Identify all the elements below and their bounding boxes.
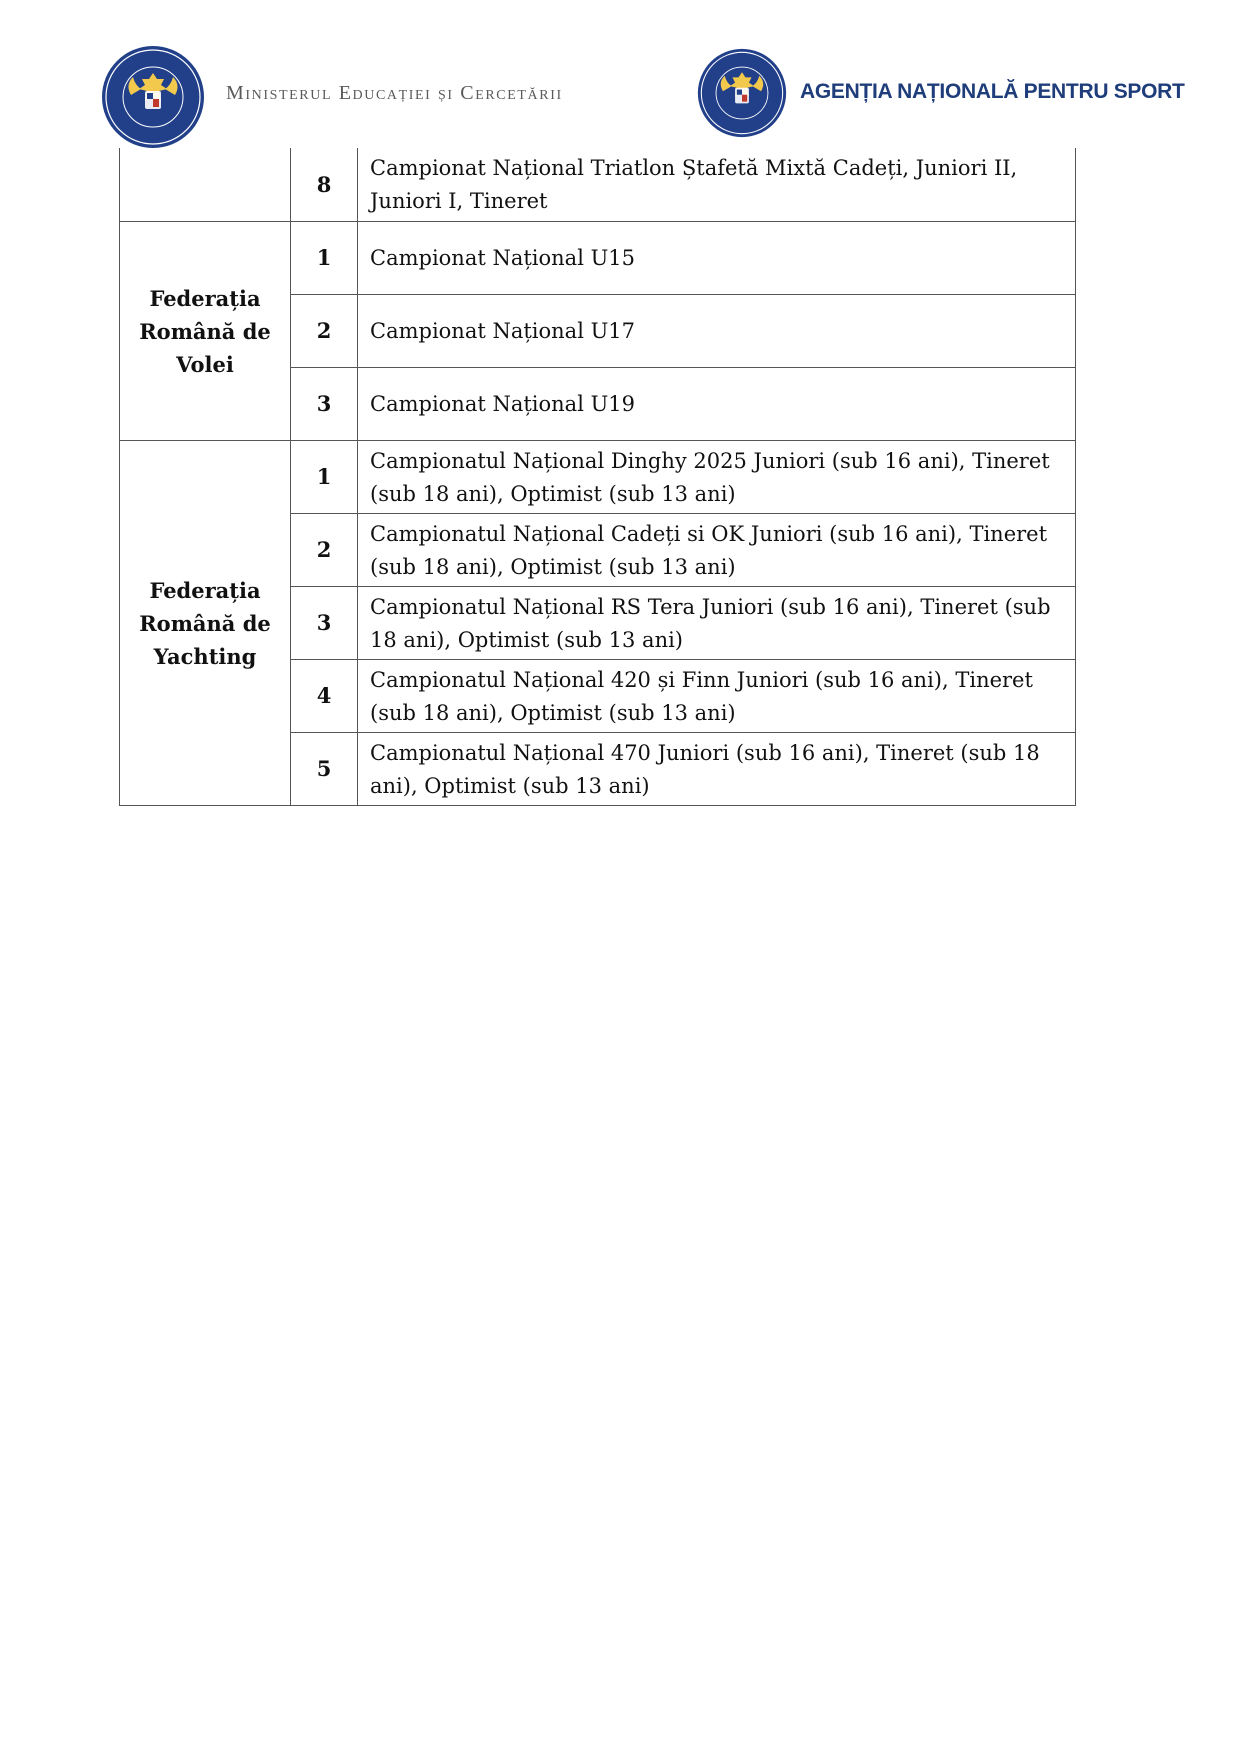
- event-name: Campionatul Național RS Tera Juniori (sub 16 ani), Tineret (sub 18 ani), Optimist (sub 13 ani): [358, 586, 1076, 659]
- event-number: 2: [291, 294, 358, 367]
- event-number: 5: [291, 732, 358, 805]
- event-name: Campionatul Național Dinghy 2025 Juniori (sub 16 ani), Tineret (sub 18 ani), Optimist (sub 13 ani): [358, 440, 1076, 513]
- event-number: 1: [291, 221, 358, 294]
- event-number: 8: [291, 148, 358, 221]
- federation-name: Federația Română de Yachting: [120, 440, 291, 805]
- event-name: Campionat Național Triatlon Ștafetă Mixtă Cadeți, Juniori II, Juniori I, Tineret: [358, 148, 1076, 221]
- federation-cell-continued: [120, 148, 291, 221]
- event-number: 2: [291, 513, 358, 586]
- event-name: Campionatul Național 420 și Finn Juniori (sub 16 ani), Tineret (sub 18 ani), Optimist (sub 13 ani): [358, 659, 1076, 732]
- table-row: [120, 440, 1076, 513]
- event-number: 4: [291, 659, 358, 732]
- federation-name: Federația Română de Volei: [120, 221, 291, 440]
- ministry-name: Ministerul Educației și Cercetării: [226, 82, 563, 104]
- event-name: Campionat Național U17: [358, 294, 1076, 367]
- event-name: Campionatul Național Cadeți si OK Juniori (sub 16 ani), Tineret (sub 18 ani), Optimist (sub 13 ani): [358, 513, 1076, 586]
- agency-name: AGENȚIA NAȚIONALĂ PENTRU SPORT: [800, 80, 1185, 103]
- events-table: [119, 148, 1076, 806]
- agency-seal-icon: [697, 48, 787, 138]
- table-row: [120, 221, 1076, 294]
- event-name: Campionat Național U15: [358, 221, 1076, 294]
- event-number: 3: [291, 367, 358, 440]
- event-number: 3: [291, 586, 358, 659]
- government-seal-icon: [101, 45, 205, 149]
- table-row: [120, 148, 1076, 221]
- event-name: Campionatul Național 470 Juniori (sub 16 ani), Tineret (sub 18 ani), Optimist (sub 13 ani): [358, 732, 1076, 805]
- page-header: [0, 0, 1241, 150]
- event-number: 1: [291, 440, 358, 513]
- event-name: Campionat Național U19: [358, 367, 1076, 440]
